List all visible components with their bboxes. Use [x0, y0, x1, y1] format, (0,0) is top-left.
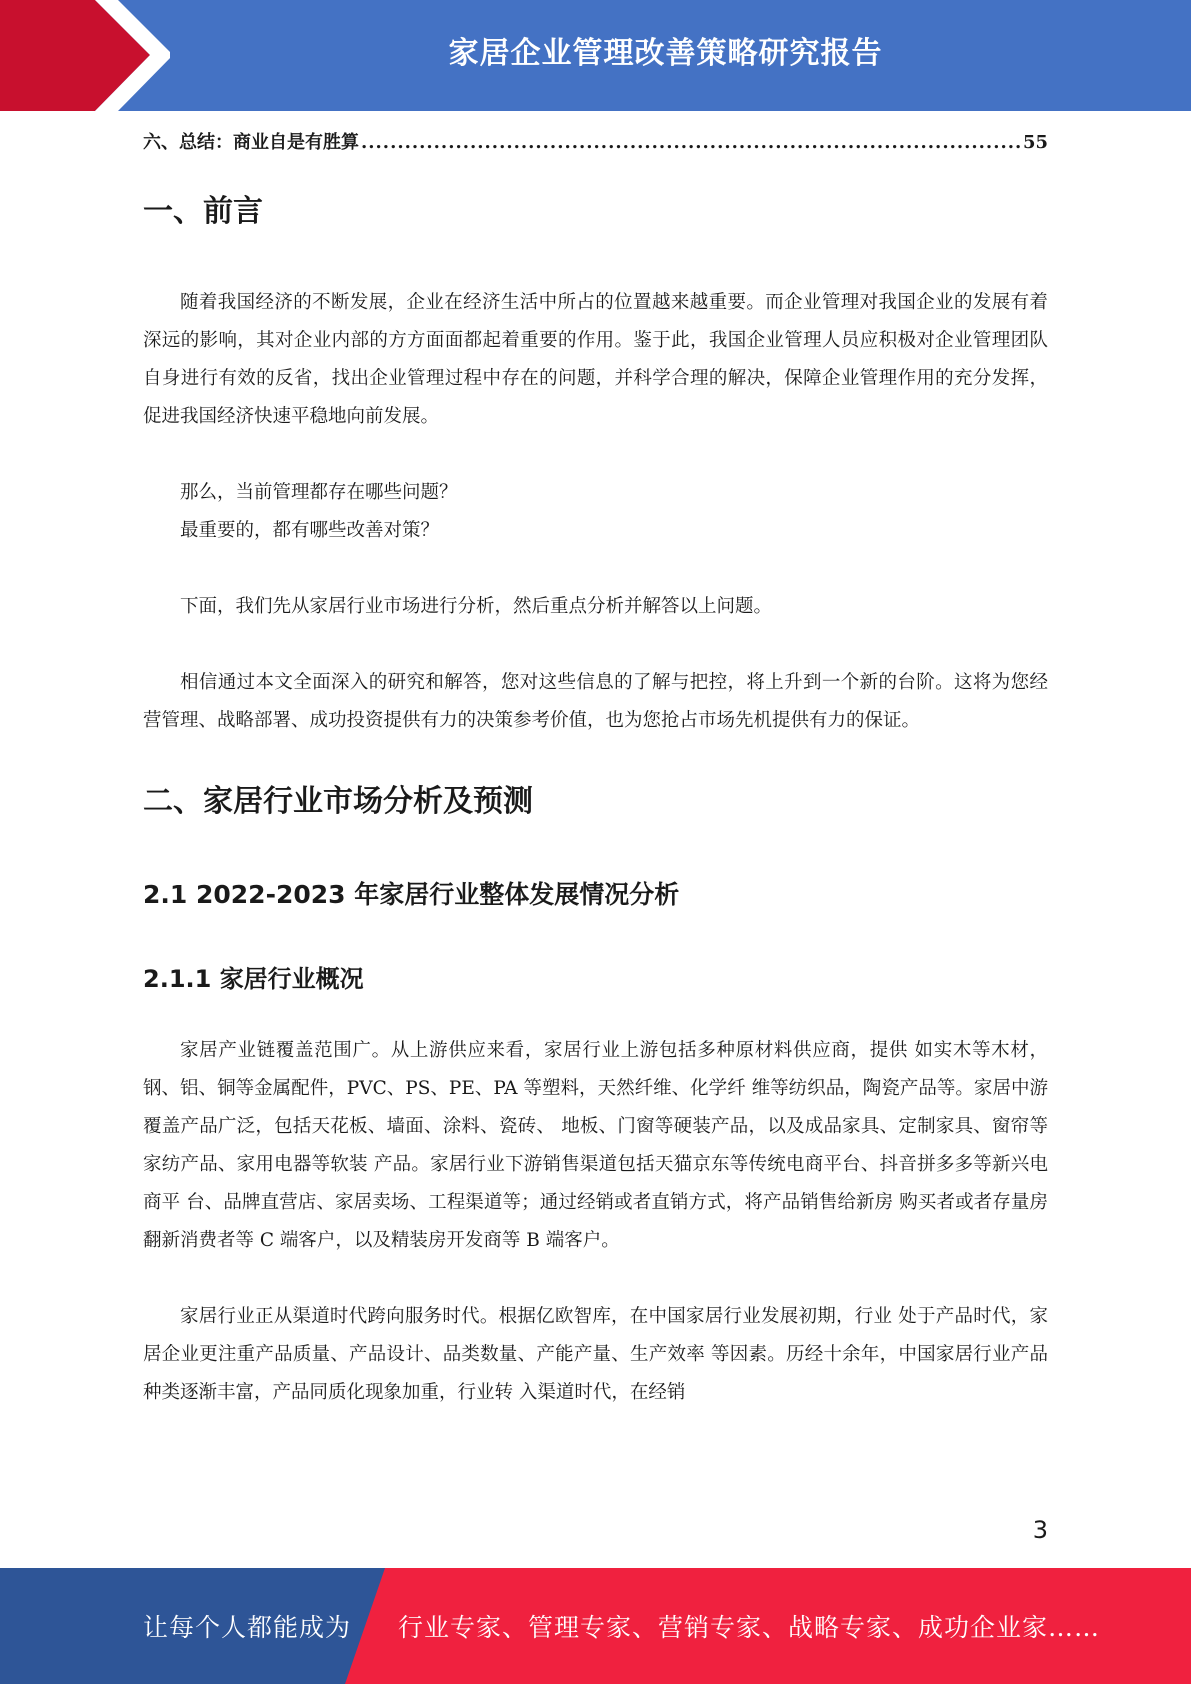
toc-leader-dots	[361, 126, 1021, 160]
subsection-heading-2-1-1: 2.1.1 家居行业概况	[143, 965, 364, 993]
toc-entry[interactable]	[143, 126, 1048, 160]
preface-question-2: 最重要的，都有哪些改善对策？	[180, 520, 440, 541]
preface-paragraph-3: 下面，我们先从家居行业市场进行分析，然后重点分析并解答以上问题。	[180, 596, 773, 617]
preface-paragraph-1: 随着我国经济的不断发展，企业在经济生活中所占的位置越来越重要。而企业管理对我国企业的发展有着深远的影响，其对企业内部的方方面面都起着重要的作用。鉴于此，我国企业管理人员应积极对企业管理团队自身进行有效的反省，找出企业管理过程中存在的问题，并科学合理的解决，保障企业管理作用的充分发挥，促进我国经济快速平稳地向前发展。	[143, 292, 1048, 427]
overview-paragraph-1: 家居产业链覆盖范围广。从上游供应来看，家居行业上游包括多种原材料供应商，提供 如实木等木材，钢、铝、铜等金属配件，PVC、PS、PE、PA 等塑料，天然纤维、化学纤 维等纺织品，陶瓷产品等。家居中游覆盖产品广泛，包括天花板、墙面、涂料、瓷砖、 地板、门窗等硬装产品，以及成品家具、定制家具、窗帘等家纺产品、家用电器等软装 产品。家居行业下游销售渠道包括天猫京东等传统电商平台、抖音拼多多等新兴电商平 台、品牌直营店、家居卖场、工程渠道等；通过经销或者直销方式，将产品销售给新房 购买者或者存量房翻新消费者等 C 端客户，以及精装房开发商等 B 端客户。	[143, 1040, 1048, 1251]
page-footer	[0, 1568, 1191, 1684]
subsection-heading-2-1: 2.1 2022-2023 年家居行业整体发展情况分析	[143, 880, 680, 909]
preface-question-1: 那么，当前管理都存在哪些问题？	[180, 482, 458, 503]
page-header	[0, 0, 1191, 111]
toc-entry-page: 55	[1022, 132, 1048, 153]
overview-paragraph-2: 家居行业正从渠道时代跨向服务时代。根据亿欧智库，在中国家居行业发展初期，行业 处于产品时代，家居企业更注重产品质量、产品设计、品类数量、产能产量、生产效率 等因素。历经十余年，中国家居行业产品种类逐渐丰富，产品同质化现象加重，行业转 入渠道时代，在经销	[143, 1306, 1048, 1403]
footer-slogan-right: 行业专家、管理专家、营销专家、战略专家、成功企业家……	[398, 1613, 1101, 1642]
page-content	[143, 126, 1048, 1412]
section-heading-preface: 一、前言	[143, 194, 263, 229]
page-number: 3	[1032, 1516, 1048, 1544]
report-title: 家居企业管理改善策略研究报告	[448, 36, 883, 71]
toc-entry-text: 六、总结：商业自是有胜算	[143, 132, 359, 153]
footer-slogan-left: 让每个人都能成为	[143, 1613, 352, 1642]
preface-paragraph-4: 相信通过本文全面深入的研究和解答，您对这些信息的了解与把控，将上升到一个新的台阶。这将为您经营管理、战略部署、成功投资提供有力的决策参考价值，也为您抢占市场先机提供有力的保证。	[143, 672, 1048, 731]
section-heading-market: 二、家居行业市场分析及预测	[143, 784, 533, 819]
